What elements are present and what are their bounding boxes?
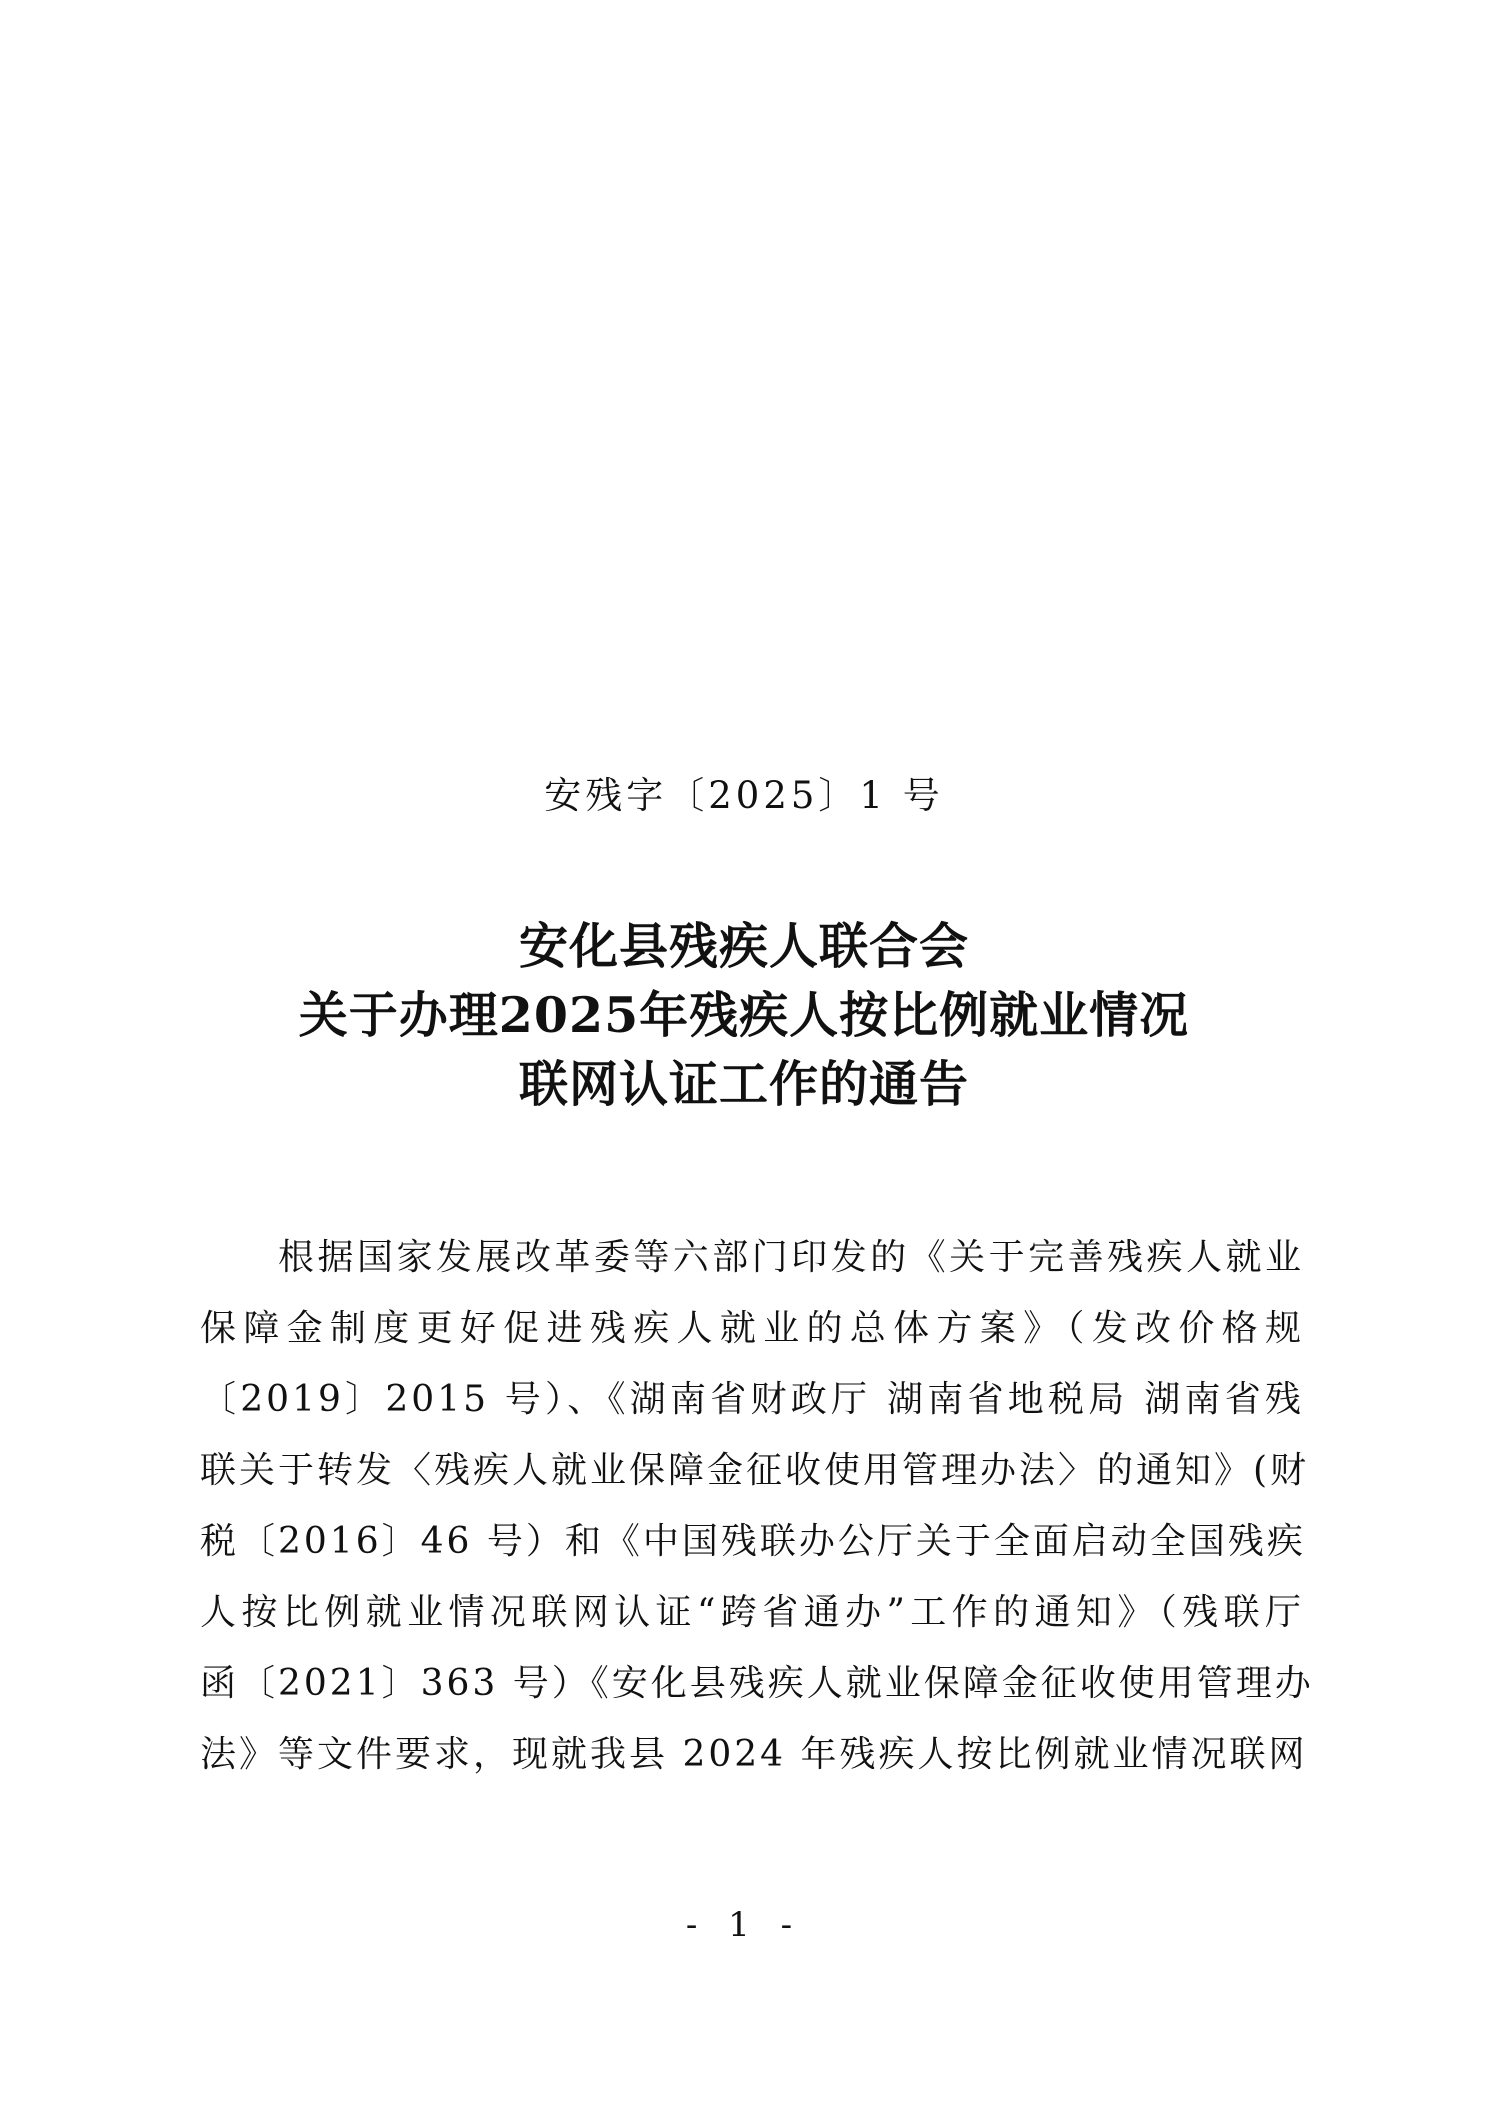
body-line: 联关于转发〈残疾人就业保障金征收使用管理办法〉的通知》(财 — [200, 1450, 1310, 1491]
body-line: 税〔2016〕46 号）和《中国残联办公厅关于全面启动全国残疾 — [200, 1521, 1306, 1562]
body-line: 根据国家发展改革委等六部门印发的《关于完善残疾人就业 — [278, 1237, 1304, 1278]
body-line: 法》等文件要求，现就我县 2024 年残疾人按比例就业情况联网 — [200, 1734, 1308, 1775]
body-line: 〔2019〕2015 号）、《湖南省财政厅 湖南省地税局 湖南省残 — [200, 1379, 1304, 1420]
title-line-2: 关于办理2025年残疾人按比例就业情况 — [298, 986, 1190, 1044]
body-line: 人按比例就业情况联网认证“跨省通办”工作的通知》（残联厅 — [200, 1592, 1304, 1633]
title-line-1: 安化县残疾人联合会 — [518, 917, 969, 975]
page-number: - 1 - — [685, 1905, 803, 1945]
document-number: 安残字〔2025〕1 号 — [544, 774, 944, 817]
body-line: 保障金制度更好促进残疾人就业的总体方案》（发改价格规 — [200, 1308, 1304, 1349]
document-title — [0, 912, 1488, 1119]
title-line-3: 联网认证工作的通告 — [518, 1055, 969, 1113]
body-line: 函〔2021〕363 号）《安化县残疾人就业保障金征收使用管理办 — [200, 1663, 1314, 1704]
body-paragraph — [200, 1222, 1314, 1790]
